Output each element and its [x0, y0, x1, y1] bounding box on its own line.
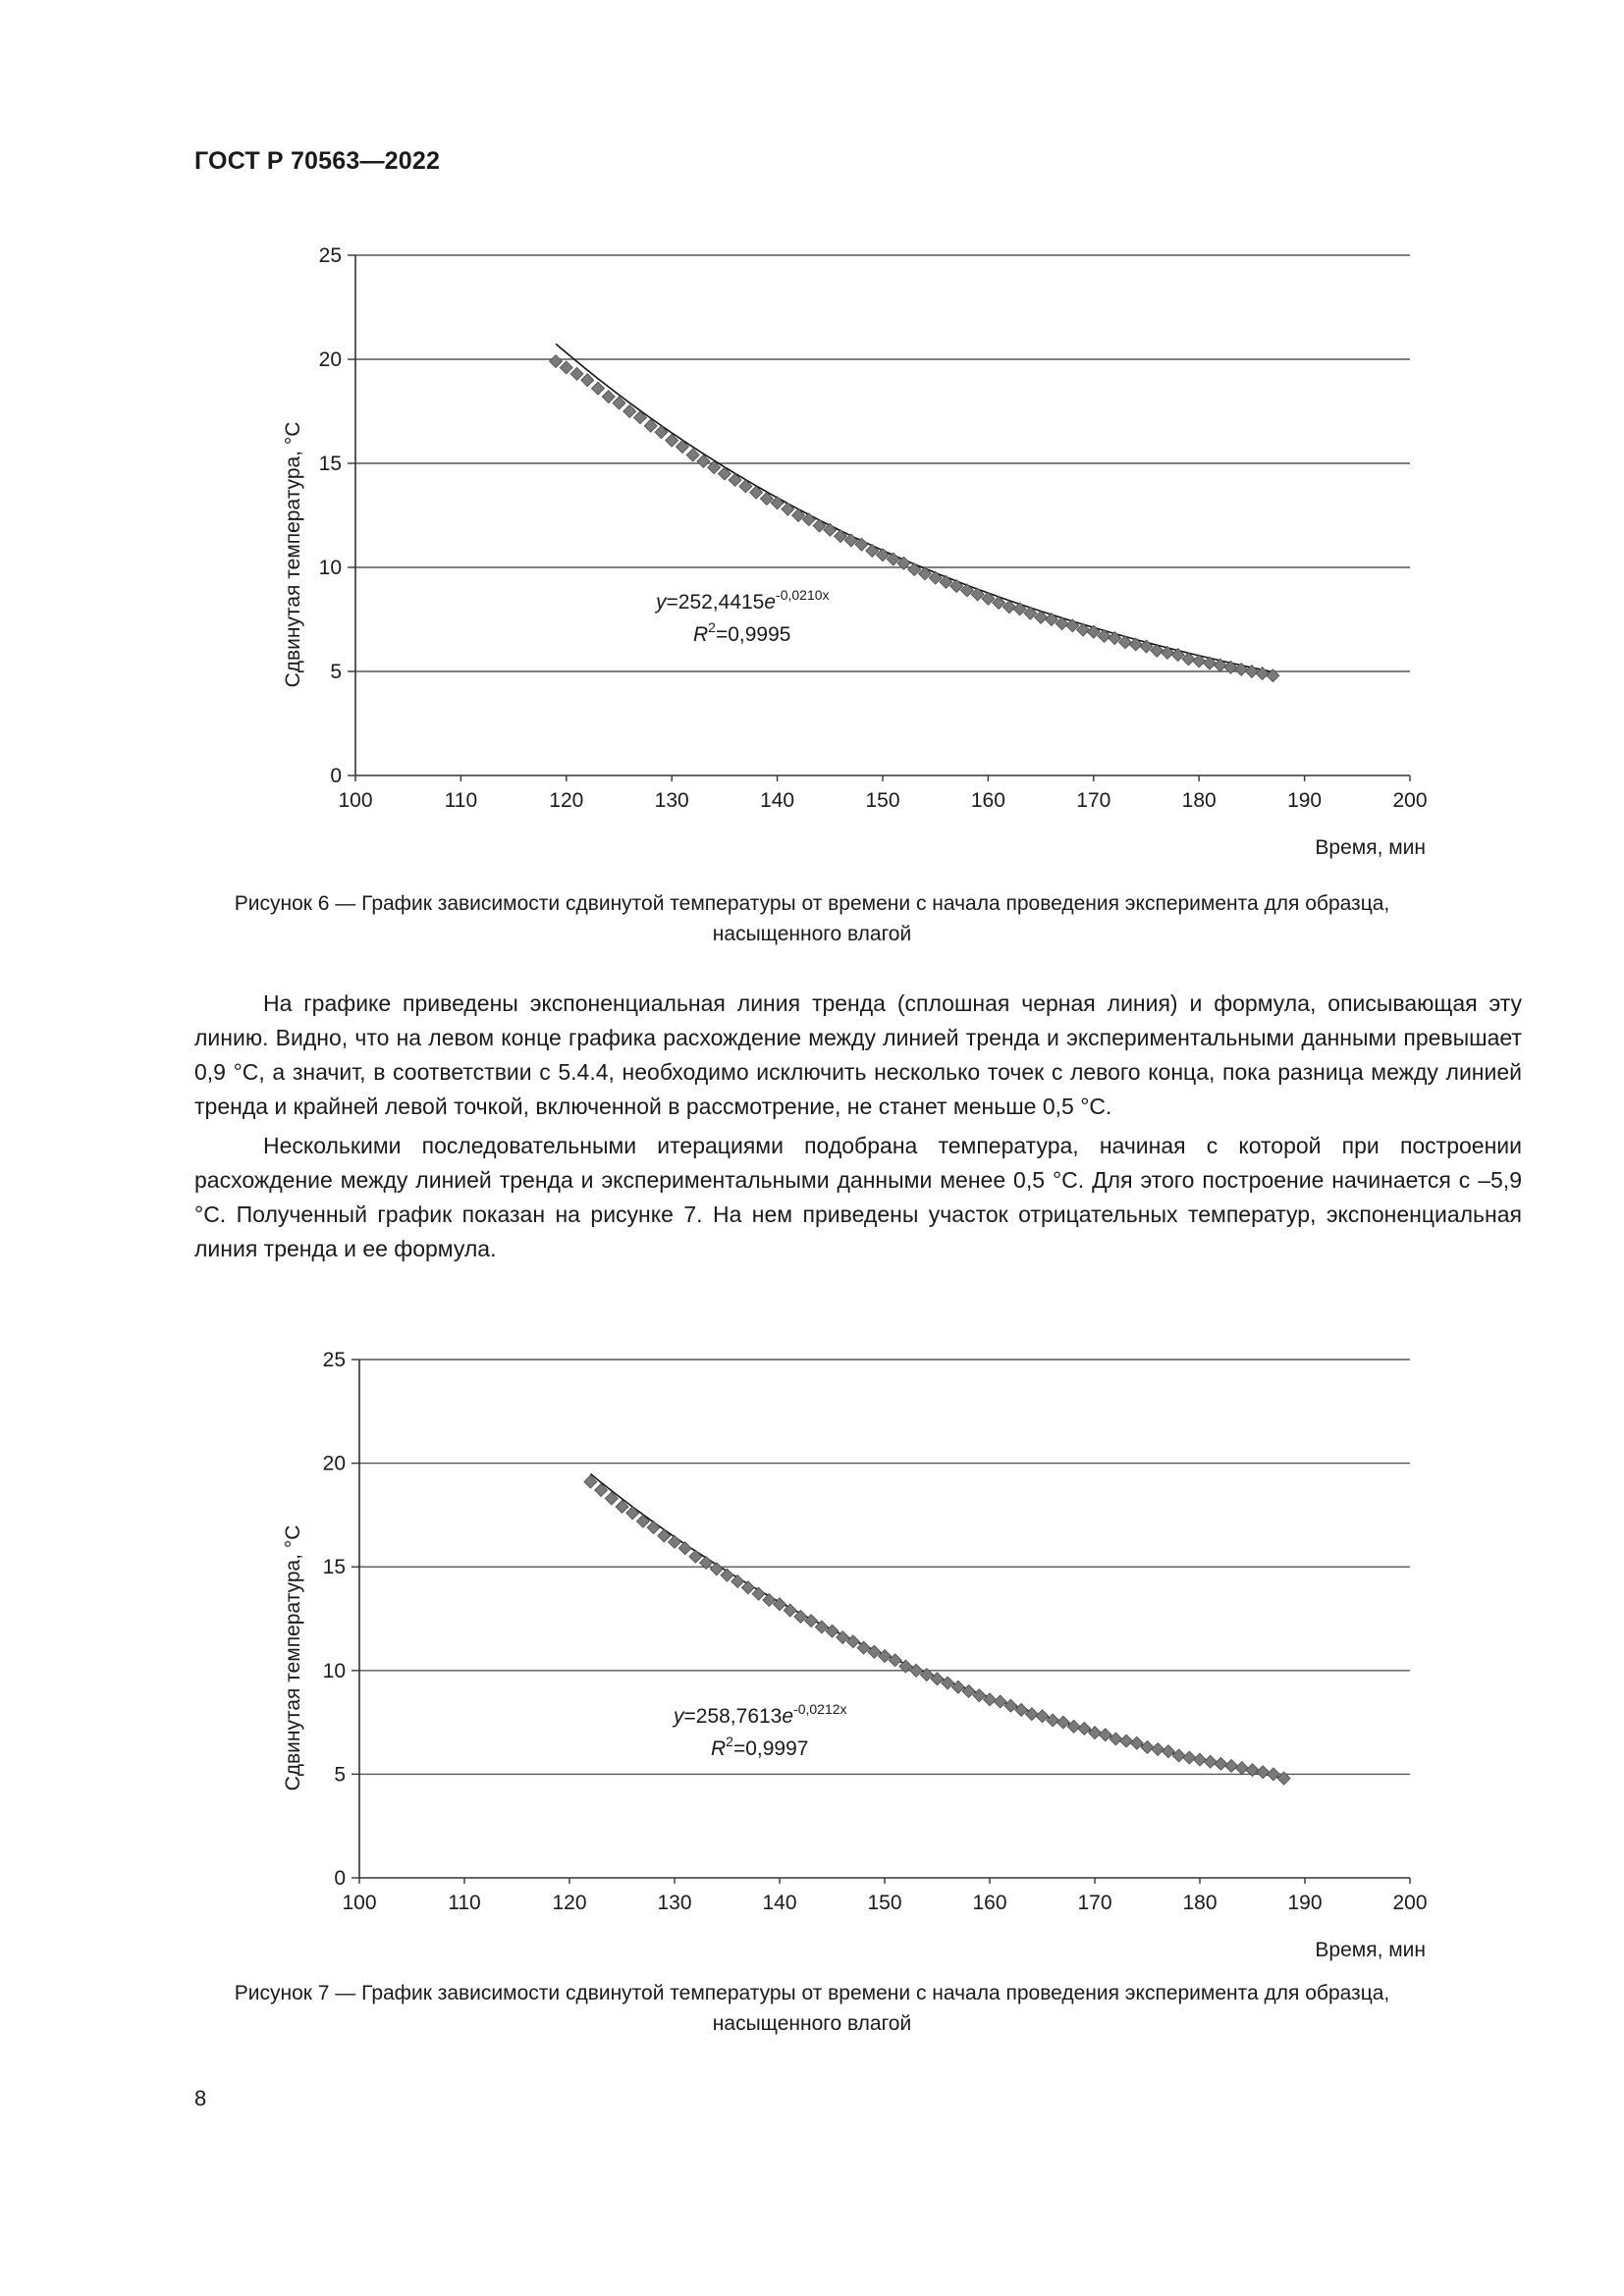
x-axis-title: Время, мин [1315, 1939, 1426, 1961]
x-tick-label: 170 [1077, 1892, 1112, 1914]
y-tick-label: 10 [322, 1659, 346, 1682]
x-tick-label: 140 [762, 1892, 797, 1914]
y-tick-label: 10 [318, 557, 342, 579]
trendline [556, 344, 1272, 671]
data-point [741, 1581, 754, 1594]
y-axis-title: Сдвинутая температура, °С [282, 1524, 304, 1791]
data-point [655, 426, 668, 439]
data-point [782, 503, 794, 515]
x-tick-label: 160 [970, 789, 1005, 812]
x-tick-label: 130 [657, 1892, 692, 1914]
data-point [602, 391, 615, 403]
r-squared: $R^2=0,9997$ [711, 1734, 809, 1760]
y-tick-label: 25 [318, 244, 342, 267]
data-point [678, 1542, 691, 1555]
data-point [581, 374, 594, 387]
x-tick-label: 150 [865, 789, 900, 812]
data-point [721, 1569, 733, 1581]
data-point [550, 355, 563, 368]
data-point [1215, 1757, 1227, 1770]
x-tick-label: 110 [444, 789, 478, 812]
data-point [570, 367, 583, 380]
data-point [752, 1587, 765, 1600]
figure-7-caption: Рисунок 7 — График зависимости сдвинутой температуры от времени с начала проведения эксперимента для образца, насыщенного влагой [234, 1982, 1390, 2035]
x-tick-label: 140 [760, 789, 795, 812]
trend-equation: $y=252,4415e^{-0,0210x}$ [656, 587, 830, 614]
x-axis-title: Время, мин [1315, 836, 1426, 859]
data-point [1183, 1751, 1196, 1764]
paragraph-2: Несколькими последовательными итерациями подобрана температура, начиная с которой при построении расхождение между линией тренда и экспериментальными данными менее 0,5 °С. Для этого построение начинается с –5,9 °С. Полученный график показан на рисунке 7. На нем приведены участок отрицательных температур, экспоненциальная линия тренда и ее формула. [194, 1133, 1522, 1261]
y-tick-label: 15 [318, 453, 342, 475]
data-point [710, 1563, 723, 1575]
r-squared: $R^2=0,9995$ [693, 619, 791, 646]
y-axis-title: Сдвинутая температура, °С [282, 421, 304, 688]
data-point [658, 1529, 671, 1542]
x-tick-label: 120 [552, 1892, 587, 1914]
data-point [689, 1550, 702, 1563]
figure-7-chart [0, 1320, 1624, 1988]
body-text [194, 987, 1522, 1271]
data-point [626, 1507, 639, 1520]
data-point [592, 382, 605, 395]
x-tick-label: 150 [867, 1892, 902, 1914]
data-point [731, 1575, 744, 1587]
data-point [1257, 1766, 1270, 1779]
x-tick-label: 100 [342, 1892, 377, 1914]
paragraph-1: На графике приведены экспоненциальная линия тренда (сплошная черная линия) и формула, описывающая эту линию. Видно, что на левом конце графика расхождение между линией тренда и экспериментальными данными превышает 0,9 °С, а значит, в соответствии с 5.4.4, необходимо исключить несколько точек с левого конца, пока разница между линией тренда и крайней левой точкой, включенной в рассмотрение, не станет меньше 0,5 °С. [194, 990, 1522, 1119]
x-tick-label: 100 [338, 789, 373, 812]
x-tick-label: 190 [1287, 1892, 1323, 1914]
data-point [647, 1522, 660, 1534]
data-point [1235, 1762, 1248, 1775]
y-tick-label: 0 [330, 765, 342, 787]
x-tick-label: 160 [972, 1892, 1007, 1914]
y-tick-label: 15 [322, 1556, 346, 1579]
x-tick-label: 200 [1392, 789, 1428, 812]
trend-equation: $y=258,7613e^{-0,0212x}$ [674, 1701, 847, 1728]
x-tick-label: 120 [549, 789, 584, 812]
data-point [1214, 659, 1226, 671]
figure-7-svg [0, 1320, 1624, 1988]
y-tick-label: 20 [318, 348, 342, 371]
y-tick-label: 5 [334, 1763, 346, 1787]
page-number: 8 [194, 2086, 207, 2110]
x-tick-label: 180 [1182, 1892, 1218, 1914]
data-point [669, 1535, 681, 1548]
y-tick-label: 0 [334, 1867, 346, 1890]
document-header: ГОСТ Р 70563—2022 [194, 147, 441, 175]
data-point [1152, 1743, 1164, 1756]
y-tick-label: 25 [322, 1349, 346, 1371]
x-tick-label: 130 [654, 789, 689, 812]
figure-6-caption: Рисунок 6 — График зависимости сдвинутой температуры от времени с начала проведения эксперимента для образца, насыщенного влагой [234, 892, 1390, 945]
figure-6-chart [0, 216, 1624, 883]
x-tick-label: 190 [1287, 789, 1323, 812]
y-tick-label: 20 [322, 1452, 346, 1475]
x-tick-label: 200 [1392, 1892, 1428, 1914]
data-point [1120, 1735, 1133, 1747]
data-point [560, 361, 572, 374]
data-point [1204, 1755, 1217, 1768]
trendline [590, 1474, 1283, 1779]
x-tick-label: 170 [1076, 789, 1111, 812]
y-tick-label: 5 [330, 661, 342, 683]
x-tick-label: 180 [1181, 789, 1217, 812]
data-point [636, 1515, 649, 1527]
data-point [1194, 1753, 1207, 1766]
x-tick-label: 110 [448, 1892, 481, 1914]
figure-6-svg [0, 216, 1624, 883]
data-point [1225, 1759, 1238, 1772]
